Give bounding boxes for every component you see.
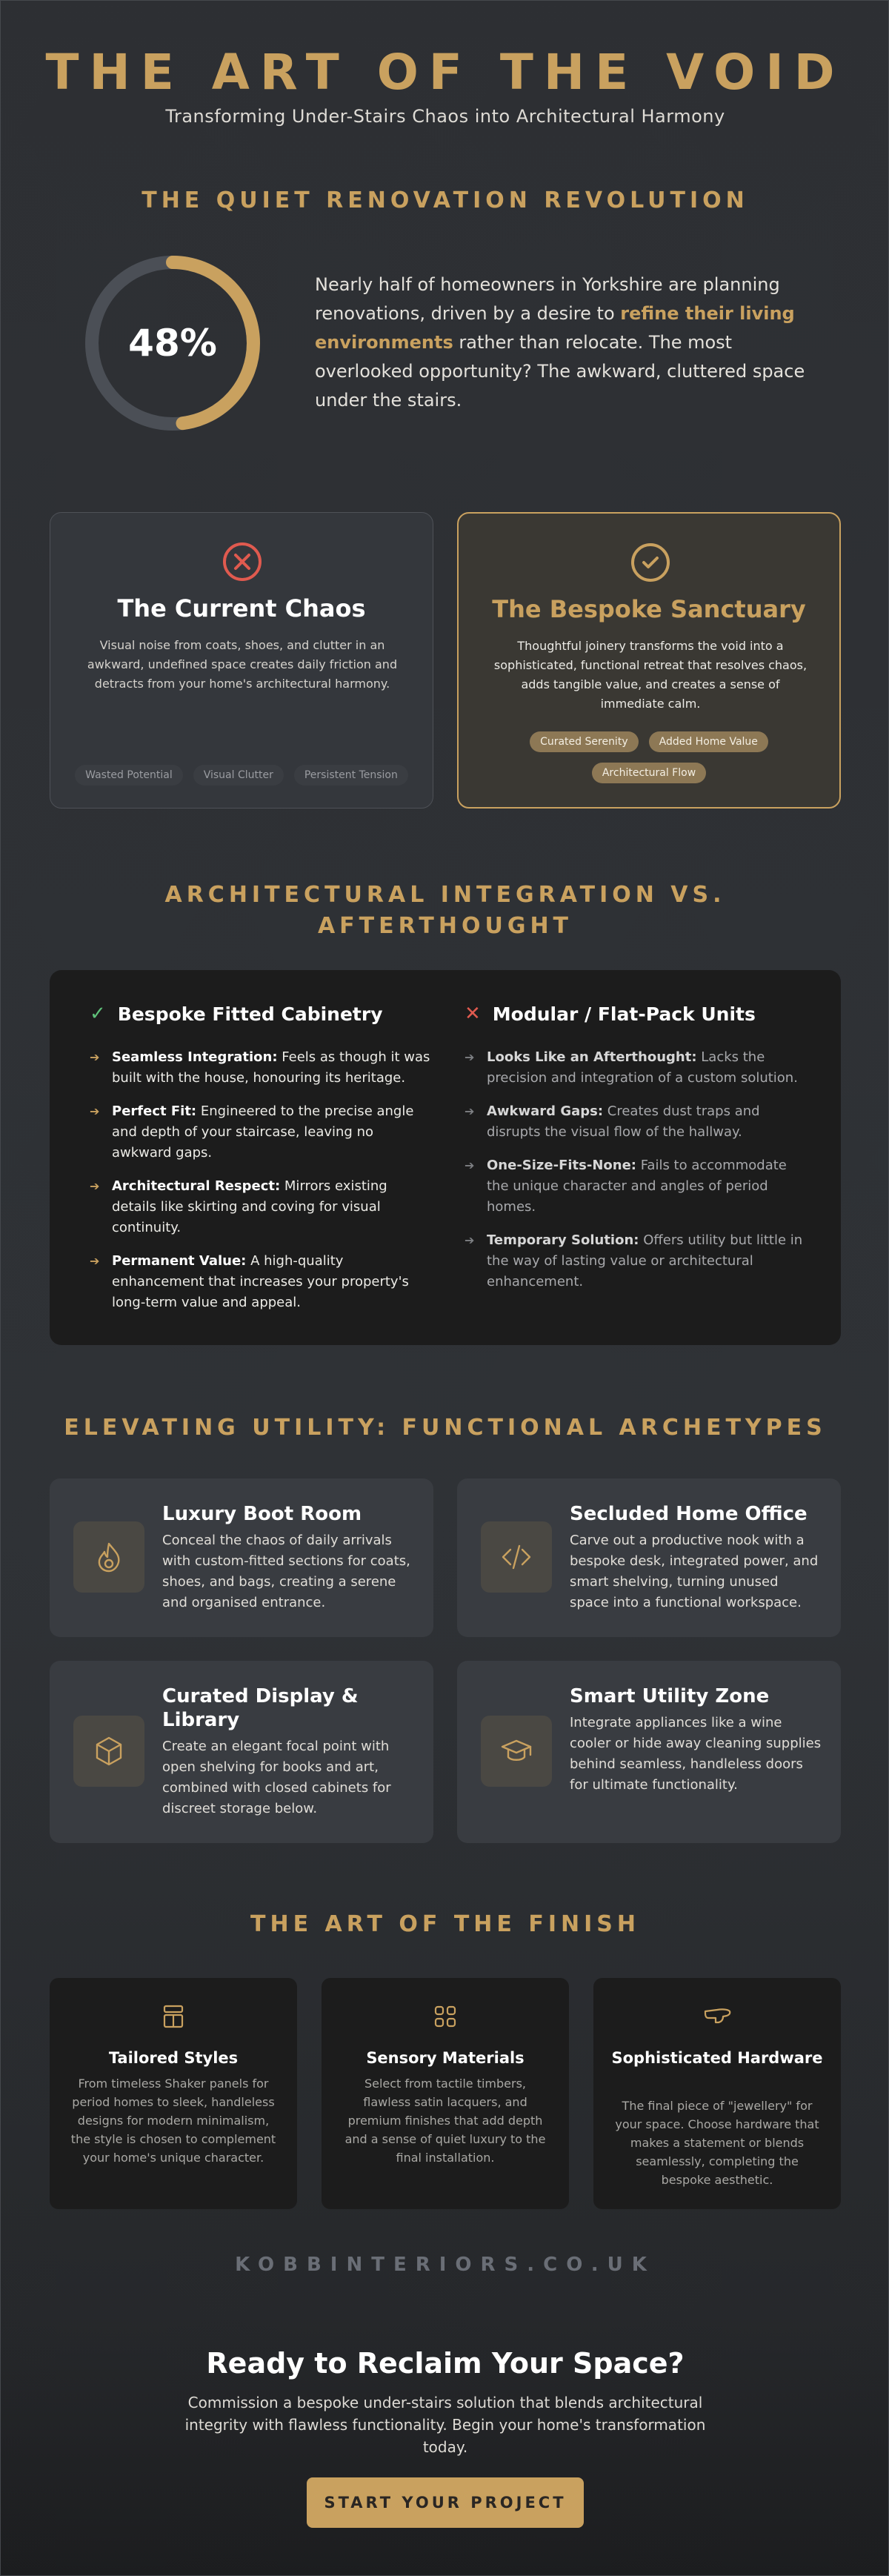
- hand-icon: [702, 2002, 732, 2031]
- list-item: [465, 1101, 805, 1143]
- archetypes-section-title: ELEVATING UTILITY: FUNCTIONAL ARCHETYPES: [64, 1415, 827, 1441]
- list-item: [465, 1230, 805, 1292]
- item-label: Looks Like an Afterthought:: [487, 1049, 697, 1065]
- finish-title: Sophisticated Hardware: [611, 2049, 823, 2067]
- item-label: Perfect Fit:: [112, 1103, 197, 1119]
- archetype-icon-tile: [73, 1716, 144, 1787]
- item-label: Seamless Integration:: [112, 1049, 278, 1065]
- archetype-card: [457, 1661, 841, 1843]
- list-item: [90, 1101, 430, 1163]
- list-item: [465, 1155, 805, 1218]
- box-icon: [92, 1734, 126, 1768]
- archetype-text: Conceal the chaos of daily arrivals with custom-fitted sections for coats, shoes, and bags, creating a serene and organised entrance.: [162, 1533, 410, 1610]
- sanctuary-card-text: Thoughtful joinery transforms the void into a sophisticated, functional retreat that resolves chaos, adds tangible value, and creates a sense of immediate calm.: [493, 639, 808, 711]
- graduation-cap-icon: [499, 1734, 533, 1768]
- chaos-tags: [50, 765, 433, 786]
- list-item: [90, 1047, 430, 1089]
- tag: Added Home Value: [649, 731, 768, 752]
- finish-title: Tailored Styles: [108, 2049, 239, 2067]
- renovation-text-start: Nearly half of homeowners in Yorkshire are planning renovations, driven by a desire to: [315, 274, 780, 324]
- modular-heading: [465, 1003, 805, 1025]
- page-subtitle: Transforming Under-Stairs Chaos into Architectural Harmony: [165, 106, 725, 127]
- item-label: Permanent Value:: [112, 1253, 247, 1269]
- renovation-text: [315, 270, 819, 415]
- bespoke-column: [90, 1003, 430, 1326]
- finish-section-title: THE ART OF THE FINISH: [250, 1911, 640, 1937]
- arrow-icon: ➔: [90, 1050, 100, 1064]
- tag: Visual Clutter: [193, 765, 284, 786]
- finish-title: Sensory Materials: [366, 2049, 525, 2067]
- finish-card: [322, 1978, 569, 2209]
- current-chaos-card: [50, 512, 433, 809]
- stat-value: 48%: [128, 322, 217, 365]
- cross-icon: ✕: [465, 1003, 481, 1025]
- code-icon: [499, 1540, 533, 1574]
- item-text: Offers utility but little in the way of lasting value or architectural enhancement.: [487, 1232, 803, 1289]
- sanctuary-card-title: The Bespoke Sanctuary: [492, 595, 806, 623]
- renovation-section-title: THE QUIET RENOVATION REVOLUTION: [141, 187, 749, 213]
- arrow-icon: ➔: [90, 1254, 100, 1268]
- cta-title: Ready to Reclaim Your Space?: [206, 2347, 685, 2380]
- flame-icon: [92, 1540, 126, 1574]
- list-item: [465, 1047, 805, 1089]
- list-item: [90, 1251, 430, 1313]
- archetype-icon-tile: [481, 1521, 552, 1593]
- item-text: A high-quality enhancement that increases your property's long-term value and appeal.: [112, 1253, 409, 1310]
- arrow-icon: ➔: [465, 1104, 475, 1118]
- arrow-icon: ➔: [465, 1233, 475, 1247]
- item-label: One-Size-Fits-None:: [487, 1158, 636, 1173]
- start-project-button[interactable]: START YOUR PROJECT: [307, 2477, 584, 2528]
- stat-ring: [82, 253, 263, 434]
- item-text: Lacks the precision and integration of a custom solution.: [487, 1049, 798, 1086]
- grid-icon: [430, 2002, 460, 2031]
- item-text: Mirrors existing details like skirting and coving for visual continuity.: [112, 1178, 387, 1235]
- arrow-icon: ➔: [90, 1179, 100, 1193]
- page-title: THE ART OF THE VOID: [45, 44, 845, 101]
- archetype-icon-tile: [73, 1521, 144, 1593]
- archetype-text: Create an elegant focal point with open shelving for books and art, combined with closed cabinets for discreet storage below.: [162, 1739, 391, 1816]
- tag: Architectural Flow: [592, 763, 706, 783]
- archetype-card: [50, 1478, 433, 1637]
- x-circle-icon: [220, 540, 264, 584]
- integration-title-text: ARCHITECTURAL INTEGRATION VS. AFTERTHOUGHT: [164, 882, 726, 939]
- finish-text: From timeless Shaker panels for period homes to sleek, handleless designs for modern minimalism, the style is chosen to complement your home's unique character.: [70, 2077, 276, 2165]
- item-label: Architectural Respect:: [112, 1178, 281, 1194]
- finish-text: The final piece of "jewellery" for your space. Choose hardware that makes a statement or blends seamlessly, completing the bespoke aesthetic.: [615, 2099, 819, 2187]
- arrow-icon: ➔: [465, 1158, 475, 1172]
- tag: Wasted Potential: [75, 765, 183, 786]
- arrow-icon: ➔: [465, 1050, 475, 1064]
- archetype-title: Secluded Home Office: [570, 1503, 808, 1525]
- archetype-card: [50, 1661, 433, 1843]
- archetype-text: Integrate appliances like a wine cooler or hide away cleaning supplies behind seamless, handleless doors for ultimate functionality.: [570, 1715, 822, 1793]
- item-text: Engineered to the precise angle and depth of your staircase, leaving no awkward gaps.: [112, 1103, 414, 1161]
- finish-text: Select from tactile timbers, flawless satin lacquers, and premium finishes that add depth and a sense of quiet luxury to the final installation.: [344, 2077, 546, 2165]
- item-text: Creates dust traps and disrupts the visual flow of the hallway.: [487, 1103, 760, 1140]
- modular-heading-text: Modular / Flat-Pack Units: [492, 1003, 756, 1025]
- bespoke-list: [90, 1047, 430, 1313]
- finish-card: [50, 1978, 297, 2209]
- tag: Persistent Tension: [294, 765, 408, 786]
- renovation-text-highlight: refine their living environments: [315, 303, 795, 353]
- archetype-text: Carve out a productive nook with a bespoke desk, integrated power, and smart shelving, turning unused space into a functional workspace.: [570, 1533, 819, 1610]
- archetype-card: [457, 1478, 841, 1637]
- archetype-title: Smart Utility Zone: [570, 1685, 770, 1707]
- layout-icon: [159, 2002, 188, 2031]
- item-label: Temporary Solution:: [487, 1232, 639, 1248]
- sanctuary-tags: [459, 731, 839, 783]
- list-item: [90, 1176, 430, 1238]
- renovation-text-end: rather than relocate. The most overlooked opportunity? The awkward, cluttered space under the stairs.: [315, 332, 805, 411]
- check-circle-icon: [628, 540, 673, 585]
- finish-card: [593, 1978, 841, 2209]
- archetype-title: Curated Display & Library: [162, 1685, 359, 1731]
- integration-panel: [50, 970, 841, 1345]
- chaos-card-text: Visual noise from coats, shoes, and clutter in an awkward, undefined space creates daily friction and detracts from your home's architectural harmony.: [87, 638, 398, 691]
- modular-list: [465, 1047, 805, 1292]
- archetype-title: Luxury Boot Room: [162, 1503, 362, 1525]
- check-icon: ✓: [90, 1003, 106, 1025]
- archetype-icon-tile: [481, 1716, 552, 1787]
- site-url[interactable]: KOBBINTERIORS.CO.UK: [235, 2254, 656, 2276]
- chaos-card-title: The Current Chaos: [117, 594, 366, 623]
- integration-section-title: [1, 880, 889, 942]
- cta-text: Commission a bespoke under-stairs solution that blends architectural integrity with flawless functionality. Begin your home's transformation today.: [184, 2394, 706, 2456]
- tag: Curated Serenity: [530, 731, 639, 752]
- item-text: Feels as though it was built with the house, honouring its heritage.: [112, 1049, 430, 1086]
- bespoke-heading: [90, 1003, 430, 1025]
- arrow-icon: ➔: [90, 1104, 100, 1118]
- item-text: Fails to accommodate the unique character and angles of period homes.: [487, 1158, 787, 1215]
- item-label: Awkward Gaps:: [487, 1103, 604, 1119]
- modular-column: [465, 1003, 805, 1305]
- bespoke-heading-text: Bespoke Fitted Cabinetry: [117, 1003, 383, 1025]
- bespoke-sanctuary-card: [457, 512, 841, 809]
